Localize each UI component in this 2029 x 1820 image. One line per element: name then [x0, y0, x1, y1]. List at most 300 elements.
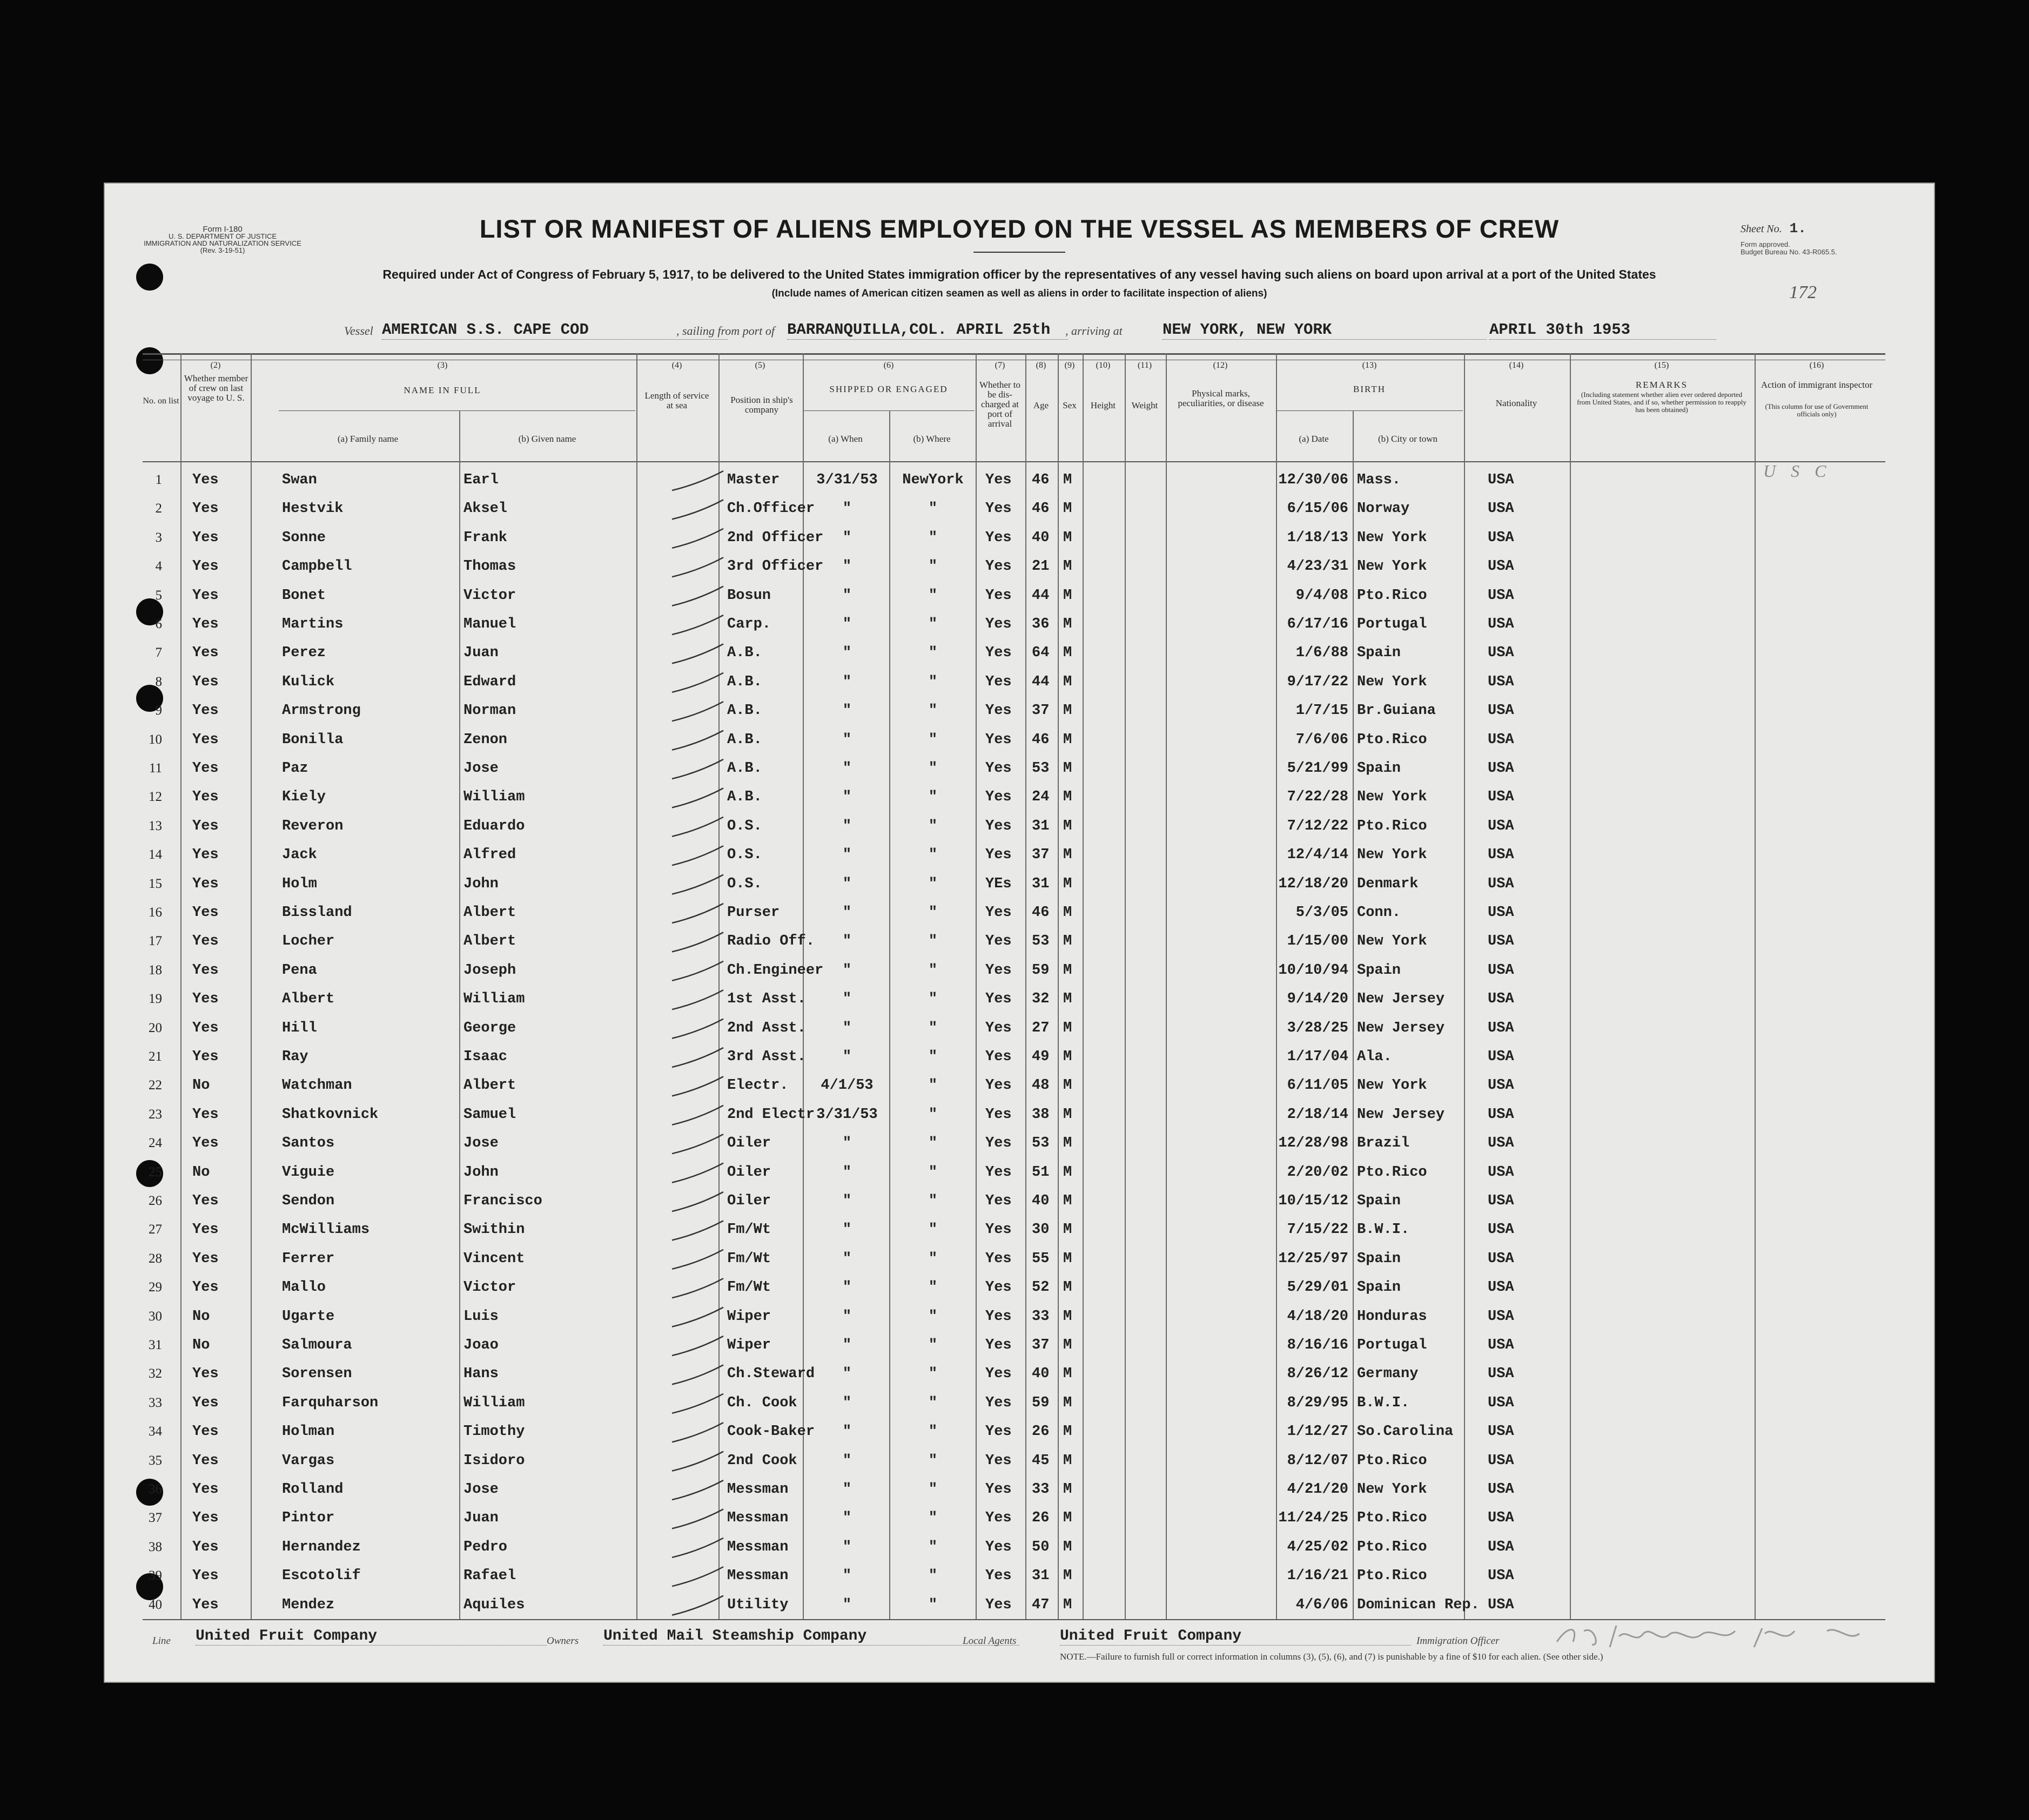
cell-last: No: [192, 1077, 210, 1094]
cell-where: ": [928, 673, 938, 690]
cell-age: 36: [1032, 616, 1050, 632]
cell-last: Yes: [192, 875, 219, 892]
service-tick-mark: [672, 471, 723, 490]
cell-last: Yes: [192, 1020, 219, 1036]
cell-last: Yes: [192, 1424, 219, 1440]
cell-last: Yes: [192, 760, 219, 777]
cell-when: ": [842, 1279, 852, 1296]
service-tick-mark: [672, 500, 723, 519]
cell-where: ": [928, 1077, 938, 1094]
cell-age: 32: [1032, 991, 1050, 1008]
cell-family: Reveron: [282, 818, 344, 834]
cell-nat: USA: [1488, 1452, 1514, 1469]
cell-disch: Yes: [985, 1394, 1012, 1411]
service-tick-mark: [672, 1480, 723, 1500]
service-tick-mark: [672, 1567, 723, 1586]
col-no-header: No. on list: [143, 396, 179, 406]
cell-no: 31: [149, 1338, 162, 1352]
cell-where: ": [928, 1193, 938, 1209]
cell-age: 50: [1032, 1539, 1050, 1555]
cell-position: Wiper: [727, 1337, 771, 1353]
cell-bdate: 12/30/06: [1278, 472, 1348, 488]
cell-bplace: B.W.I.: [1357, 1222, 1410, 1238]
cell-sex: M: [1063, 962, 1072, 979]
cell-nat: USA: [1488, 1164, 1514, 1181]
cell-nat: USA: [1488, 501, 1514, 517]
cell-family: Shatkovnick: [282, 1106, 379, 1123]
col14-header: Nationality: [1495, 398, 1537, 408]
cell-bdate: 12/18/20: [1278, 875, 1348, 892]
sheet-label: Sheet No.: [1741, 223, 1782, 235]
cell-bplace: New Jersey: [1357, 1020, 1445, 1036]
cell-bdate: 1/15/00: [1287, 933, 1348, 950]
cell-sex: M: [1063, 1222, 1072, 1238]
cell-where: ": [928, 558, 938, 575]
arrival-date-value: APRIL 30th 1953: [1489, 321, 1631, 339]
cell-no: 9: [155, 703, 162, 718]
cell-bplace: New Jersey: [1357, 991, 1445, 1008]
cell-no: 27: [149, 1222, 162, 1237]
cell-nat: USA: [1488, 1308, 1514, 1325]
cell-where: ": [928, 875, 938, 892]
cell-bplace: B.W.I.: [1357, 1394, 1410, 1411]
cell-given: Francisco: [463, 1193, 542, 1209]
cell-family: Viguie: [282, 1164, 335, 1181]
cell-sex: M: [1063, 1394, 1072, 1411]
cell-family: Sorensen: [282, 1366, 352, 1383]
tick-marks: [143, 353, 1885, 1628]
cell-given: Eduardo: [463, 818, 525, 834]
cell-family: Armstrong: [282, 703, 361, 719]
col9-header: Sex: [1063, 400, 1077, 410]
cell-nat: USA: [1488, 472, 1514, 488]
cell-bdate: 4/6/06: [1295, 1596, 1348, 1613]
cell-given: William: [463, 789, 525, 806]
cell-last: Yes: [192, 818, 219, 834]
cell-age: 45: [1032, 1452, 1050, 1469]
cell-bplace: New York: [1357, 847, 1427, 864]
service-tick-mark: [672, 932, 723, 952]
cell-disch: Yes: [985, 847, 1012, 864]
form-number: Form I-180: [203, 225, 243, 234]
cell-when: ": [842, 558, 852, 575]
cell-position: Messman: [727, 1510, 789, 1527]
cell-given: Zenon: [463, 731, 508, 748]
cell-no: 8: [155, 674, 162, 689]
cell-given: Timothy: [463, 1424, 525, 1440]
cell-where: ": [928, 1135, 938, 1152]
cell-last: Yes: [192, 529, 219, 546]
cell-where: ": [928, 1539, 938, 1555]
cell-family: Perez: [282, 645, 326, 662]
cell-given: John: [463, 1164, 499, 1181]
cell-no: 20: [149, 1020, 162, 1035]
cell-age: 59: [1032, 962, 1050, 979]
cell-bdate: 1/7/15: [1295, 703, 1348, 719]
cell-bdate: 1/16/21: [1287, 1568, 1348, 1585]
col13b-header: (b) City or town: [1378, 434, 1438, 444]
cell-nat: USA: [1488, 962, 1514, 979]
cell-bdate: 4/23/31: [1287, 558, 1348, 575]
cell-family: Ugarte: [282, 1308, 335, 1325]
cell-no: 12: [149, 790, 162, 805]
cell-when: ": [842, 1222, 852, 1238]
officer-signature: [1546, 1620, 1881, 1653]
service-tick-mark: [672, 529, 723, 548]
vessel-value: AMERICAN S.S. CAPE COD: [382, 321, 589, 339]
cell-bplace: Honduras: [1357, 1308, 1427, 1325]
cell-last: No: [192, 1337, 210, 1353]
cell-position: A.B.: [727, 731, 762, 748]
col12-header: Physical marks, peculiarities, or disease: [1178, 388, 1264, 408]
cell-no: 34: [149, 1424, 162, 1439]
cell-bplace: Spain: [1357, 645, 1401, 662]
service-tick-mark: [672, 961, 723, 981]
cell-when: ": [842, 1452, 852, 1469]
cell-sex: M: [1063, 1568, 1072, 1585]
col2-header: Whether member of crew on last voyage to U. S.: [184, 373, 248, 403]
cell-last: Yes: [192, 905, 219, 921]
cell-when: ": [842, 789, 852, 806]
penalty-note: NOTE.—Failure to furnish full or correct information in columns (3), (5), (6), and (7) is punishable by a fine of $10 for each alien. (See other side.): [1060, 1652, 1603, 1662]
line-label: Line: [152, 1635, 171, 1647]
cell-age: 53: [1032, 933, 1050, 950]
cell-when: ": [842, 962, 852, 979]
cell-given: Hans: [463, 1366, 499, 1383]
cell-sex: M: [1063, 1424, 1072, 1440]
cell-no: 25: [149, 1164, 162, 1179]
cell-position: O.S.: [727, 875, 762, 892]
cell-when: ": [842, 1394, 852, 1411]
cell-disch: Yes: [985, 731, 1012, 748]
cell-disch: YEs: [985, 875, 1012, 892]
cell-family: Paz: [282, 760, 308, 777]
cell-last: Yes: [192, 1539, 219, 1555]
cell-sex: M: [1063, 616, 1072, 632]
cell-disch: Yes: [985, 962, 1012, 979]
cell-where: ": [928, 1164, 938, 1181]
cell-given: Rafael: [463, 1568, 516, 1585]
cell-disch: Yes: [985, 1135, 1012, 1152]
cell-when: ": [842, 645, 852, 662]
cell-when: ": [842, 991, 852, 1008]
form-revision: (Rev. 3-19-51): [200, 246, 245, 254]
cell-given: Jose: [463, 1481, 499, 1498]
cell-age: 37: [1032, 1337, 1050, 1353]
cell-given: Edward: [463, 673, 516, 690]
col8-number: (8): [1036, 361, 1046, 370]
cell-given: Juan: [463, 1510, 499, 1527]
col6-number: (6): [883, 361, 894, 370]
cell-position: Oiler: [727, 1135, 771, 1152]
cell-last: No: [192, 1164, 210, 1181]
cell-where: ": [928, 1222, 938, 1238]
cell-position: 2nd Officer: [727, 529, 824, 546]
cell-nat: USA: [1488, 933, 1514, 950]
cell-sex: M: [1063, 529, 1072, 546]
cell-sex: M: [1063, 933, 1072, 950]
cell-position: 3rd Asst.: [727, 1049, 806, 1065]
cell-sex: M: [1063, 731, 1072, 748]
cell-age: 52: [1032, 1279, 1050, 1296]
cell-where: ": [928, 529, 938, 546]
cell-family: Campbell: [282, 558, 352, 575]
cell-last: Yes: [192, 1222, 219, 1238]
cell-nat: USA: [1488, 847, 1514, 864]
cell-position: A.B.: [727, 760, 762, 777]
cell-position: Messman: [727, 1539, 789, 1555]
cell-disch: Yes: [985, 587, 1012, 604]
cell-when: ": [842, 1164, 852, 1181]
cell-nat: USA: [1488, 1106, 1514, 1123]
cell-last: Yes: [192, 1568, 219, 1585]
cell-sex: M: [1063, 1250, 1072, 1267]
sheet-value: 1.: [1789, 220, 1806, 237]
cell-sex: M: [1063, 1539, 1072, 1555]
cell-family: Bissland: [282, 905, 352, 921]
col6a-header: (a) When: [828, 434, 863, 444]
cell-where: ": [928, 645, 938, 662]
cell-where: ": [928, 962, 938, 979]
cell-bplace: Ala.: [1357, 1049, 1392, 1065]
cell-where: ": [928, 1596, 938, 1613]
cell-nat: USA: [1488, 587, 1514, 604]
arriving-label: , arriving at: [1065, 324, 1123, 338]
cell-bdate: 8/12/07: [1287, 1452, 1348, 1469]
cell-given: Victor: [463, 1279, 516, 1296]
cell-bplace: Spain: [1357, 760, 1401, 777]
cell-given: Isaac: [463, 1049, 508, 1065]
cell-bdate: 6/17/16: [1287, 616, 1348, 632]
col11-number: (11): [1137, 361, 1152, 370]
cell-sex: M: [1063, 1106, 1072, 1123]
cell-where: ": [928, 1337, 938, 1353]
cell-where: ": [928, 1106, 938, 1123]
cell-no: 15: [149, 876, 162, 891]
cell-where: NewYork: [902, 472, 964, 488]
cell-bdate: 1/18/13: [1287, 529, 1348, 546]
cell-bplace: Portugal: [1357, 616, 1427, 632]
cell-bplace: Pto.Rico: [1357, 1539, 1427, 1555]
cell-given: Aksel: [463, 501, 508, 517]
vessel-underline: [382, 339, 728, 340]
cell-last: Yes: [192, 1135, 219, 1152]
cell-where: ": [928, 1049, 938, 1065]
cell-disch: Yes: [985, 905, 1012, 921]
sheet-number: [1741, 220, 1919, 237]
cell-position: Electr.: [727, 1077, 789, 1094]
cell-last: Yes: [192, 616, 219, 632]
cell-where: ": [928, 789, 938, 806]
stamp-number: 172: [1789, 282, 1817, 302]
owners-label: Owners: [547, 1635, 579, 1647]
cell-no: 10: [149, 732, 162, 747]
cell-position: Fm/Wt: [727, 1250, 771, 1267]
cell-position: 1st Asst.: [727, 991, 806, 1008]
cell-position: A.B.: [727, 673, 762, 690]
service-tick-mark: [672, 1394, 723, 1413]
cell-disch: Yes: [985, 529, 1012, 546]
cell-family: Holman: [282, 1424, 335, 1440]
cell-when: ": [842, 1020, 852, 1036]
cell-given: Manuel: [463, 616, 516, 632]
cell-bplace: New Jersey: [1357, 1106, 1445, 1123]
cell-no: 14: [149, 847, 162, 862]
cell-where: ": [928, 1424, 938, 1440]
cell-when: ": [842, 1308, 852, 1325]
cell-bplace: Conn.: [1357, 905, 1401, 921]
cell-bdate: 9/14/20: [1287, 991, 1348, 1008]
cell-given: Albert: [463, 1077, 516, 1094]
cell-position: Ch. Cook: [727, 1394, 797, 1411]
cell-sex: M: [1063, 1020, 1072, 1036]
cell-no: 5: [155, 588, 162, 603]
cell-position: Ch.Engineer: [727, 962, 824, 979]
cell-last: Yes: [192, 558, 219, 575]
cell-position: 2nd Electr.: [727, 1106, 824, 1123]
cell-age: 46: [1032, 905, 1050, 921]
cell-bplace: Norway: [1357, 501, 1410, 517]
cell-last: Yes: [192, 847, 219, 864]
service-tick-mark: [672, 1452, 723, 1471]
cell-disch: Yes: [985, 501, 1012, 517]
cell-nat: USA: [1488, 703, 1514, 719]
service-tick-mark: [672, 788, 723, 807]
cell-age: 26: [1032, 1424, 1050, 1440]
cell-sex: M: [1063, 645, 1072, 662]
cell-disch: Yes: [985, 1020, 1012, 1036]
service-tick-mark: [672, 644, 723, 663]
cell-given: William: [463, 991, 525, 1008]
cell-last: Yes: [192, 962, 219, 979]
cell-family: Pena: [282, 962, 317, 979]
cell-age: 40: [1032, 529, 1050, 546]
cell-where: ": [928, 1020, 938, 1036]
cell-last: Yes: [192, 1250, 219, 1267]
cell-age: 51: [1032, 1164, 1050, 1181]
cell-disch: Yes: [985, 472, 1012, 488]
cell-family: Farquharson: [282, 1394, 379, 1411]
cell-sex: M: [1063, 587, 1072, 604]
cell-bplace: Germany: [1357, 1366, 1419, 1383]
cell-nat: USA: [1488, 1394, 1514, 1411]
cell-last: Yes: [192, 933, 219, 950]
cell-given: Jose: [463, 760, 499, 777]
cell-sex: M: [1063, 703, 1072, 719]
cell-bplace: New York: [1357, 558, 1427, 575]
cell-when: ": [842, 1481, 852, 1498]
col3-number: (3): [437, 361, 448, 370]
service-tick-mark: [672, 702, 723, 721]
cell-last: Yes: [192, 472, 219, 488]
cell-position: Fm/Wt: [727, 1222, 771, 1238]
cell-when: ": [842, 1135, 852, 1152]
officer-label: Immigration Officer: [1416, 1635, 1500, 1647]
cell-no: 4: [155, 559, 162, 574]
cell-nat: USA: [1488, 529, 1514, 546]
cell-when: ": [842, 1337, 852, 1353]
service-tick-mark: [672, 1307, 723, 1327]
cell-given: Earl: [463, 472, 499, 488]
cell-age: 47: [1032, 1596, 1050, 1613]
cell-family: Sendon: [282, 1193, 335, 1209]
cell-age: 27: [1032, 1020, 1050, 1036]
cell-bdate: 8/26/12: [1287, 1366, 1348, 1383]
cell-where: ": [928, 760, 938, 777]
cell-disch: Yes: [985, 1337, 1012, 1353]
col3a-header: (a) Family name: [337, 434, 399, 444]
cell-disch: Yes: [985, 760, 1012, 777]
cell-given: Thomas: [463, 558, 516, 575]
cell-bdate: 11/24/25: [1278, 1510, 1348, 1527]
service-tick-mark: [672, 1106, 723, 1125]
cell-when: ": [842, 587, 852, 604]
cell-age: 38: [1032, 1106, 1050, 1123]
page-subnote: (Include names of American citizen seamen as well as aliens in order to facilitate inspection of aliens): [771, 288, 1267, 299]
cell-position: Cook-Baker: [727, 1424, 815, 1440]
col16-subheader: (This column for use of Government officials only): [1765, 402, 1869, 418]
cell-bplace: New York: [1357, 673, 1427, 690]
cell-bplace: New York: [1357, 1481, 1427, 1498]
service-tick-mark: [672, 875, 723, 894]
col13a-header: (a) Date: [1299, 434, 1329, 444]
cell-bplace: Pto.Rico: [1357, 818, 1427, 834]
cell-bdate: 10/10/94: [1278, 962, 1348, 979]
cell-nat: USA: [1488, 1193, 1514, 1209]
cell-given: Juan: [463, 645, 499, 662]
cell-last: Yes: [192, 789, 219, 806]
cell-disch: Yes: [985, 789, 1012, 806]
cell-no: 39: [149, 1568, 162, 1583]
sailing-value: BARRANQUILLA,COL. APRIL 25th: [787, 321, 1051, 339]
cell-no: 2: [155, 501, 162, 516]
line-underline: [196, 1645, 547, 1646]
cell-nat: USA: [1488, 1222, 1514, 1238]
col13-number: (13): [1362, 361, 1377, 370]
cell-age: 48: [1032, 1077, 1050, 1094]
cell-position: Utility: [727, 1596, 789, 1613]
cell-bplace: Br.Guiana: [1357, 703, 1436, 719]
title-rule: [973, 252, 1065, 253]
service-tick-mark: [672, 817, 723, 837]
cell-no: 6: [155, 617, 162, 631]
cell-bplace: Spain: [1357, 1193, 1401, 1209]
cell-no: 17: [149, 934, 162, 949]
cell-nat: USA: [1488, 1135, 1514, 1152]
cell-family: Mallo: [282, 1279, 326, 1296]
cell-family: Watchman: [282, 1077, 352, 1094]
cell-sex: M: [1063, 905, 1072, 921]
cell-given: Albert: [463, 933, 516, 950]
cell-disch: Yes: [985, 1279, 1012, 1296]
cell-disch: Yes: [985, 991, 1012, 1008]
cell-age: 37: [1032, 847, 1050, 864]
cell-last: Yes: [192, 991, 219, 1008]
cell-age: 53: [1032, 1135, 1050, 1152]
cell-family: Kiely: [282, 789, 326, 806]
cell-no: 36: [149, 1482, 162, 1497]
cell-when: ": [842, 1596, 852, 1613]
service-tick-mark: [672, 587, 723, 606]
cell-when: ": [842, 529, 852, 546]
cell-disch: Yes: [985, 645, 1012, 662]
cell-bplace: Pto.Rico: [1357, 1568, 1427, 1585]
cell-age: 40: [1032, 1366, 1050, 1383]
cell-sex: M: [1063, 847, 1072, 864]
service-tick-mark: [672, 1076, 723, 1096]
cell-given: Pedro: [463, 1539, 508, 1555]
cell-no: 7: [155, 645, 162, 660]
